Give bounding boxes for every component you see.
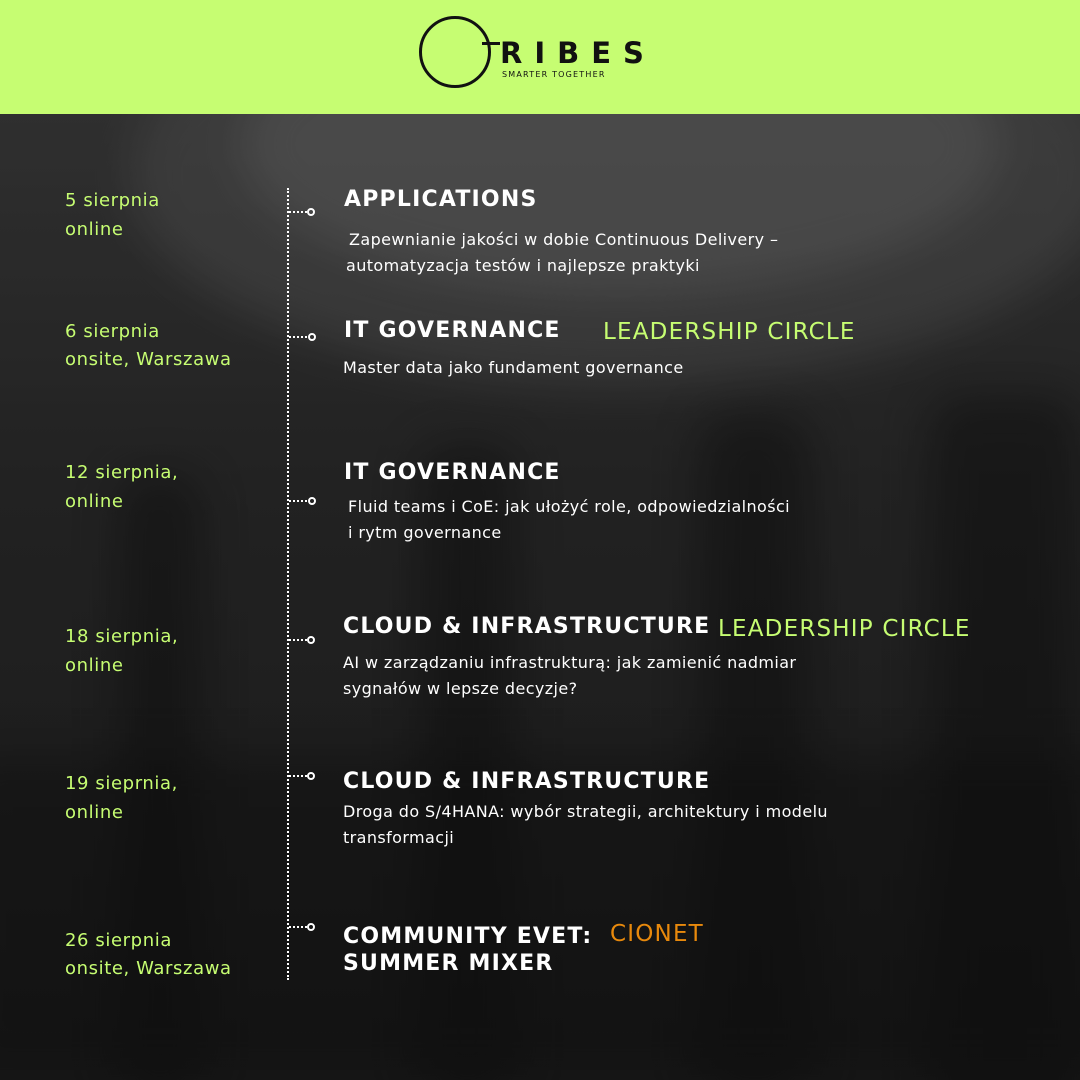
event-description-line: Master data jako fundament governance	[343, 358, 684, 377]
event-date: 19 sieprnia,	[65, 773, 178, 794]
event-description-line: Droga do S/4HANA: wybór strategii, architektury i modelu	[343, 802, 828, 821]
timeline-node-icon	[307, 208, 315, 216]
event-title: CLOUD & INFRASTRUCTURE	[343, 769, 711, 794]
event-title: IT GOVERNANCE	[344, 460, 561, 485]
timeline-connector	[289, 211, 307, 213]
logo-wordmark: RIBES	[500, 36, 656, 70]
event-description-line: sygnałów w lepsze decyzje?	[343, 679, 578, 698]
timeline-connector	[289, 500, 307, 502]
event-date: 12 sierpnia,	[65, 462, 179, 483]
event-date: 18 sierpnia,	[65, 626, 179, 647]
logo-tick-icon	[482, 42, 500, 45]
event-title: IT GOVERNANCE	[344, 318, 561, 343]
cionet-badge: CIONET	[610, 921, 704, 947]
event-date: 6 sierpnia	[65, 321, 160, 342]
event-format: online	[65, 802, 124, 823]
event-description-line: Zapewnianie jakości w dobie Continuous Delivery –	[349, 230, 779, 249]
event-description-line: transformacji	[343, 828, 455, 847]
timeline-connector	[289, 336, 307, 338]
event-format: online	[65, 491, 124, 512]
event-title: SUMMER MIXER	[343, 951, 554, 976]
event-date: 5 sierpnia	[65, 190, 160, 211]
event-format: online	[65, 655, 124, 676]
event-title: CLOUD & INFRASTRUCTURE	[343, 614, 711, 639]
event-title: APPLICATIONS	[344, 187, 538, 212]
timeline-node-icon	[308, 333, 316, 341]
event-description-line: automatyzacja testów i najlepsze praktyki	[346, 256, 700, 275]
event-format: onsite, Warszawa	[65, 349, 232, 370]
timeline-node-icon	[307, 636, 315, 644]
event-date: 26 sierpnia	[65, 930, 172, 951]
event-format: online	[65, 219, 124, 240]
event-description-line: Fluid teams i CoE: jak ułożyć role, odpowiedzialności	[348, 497, 791, 516]
event-description-line: AI w zarządzaniu infrastrukturą: jak zamienić nadmiar	[343, 653, 797, 672]
timeline-connector	[289, 926, 307, 928]
timeline-line	[287, 188, 289, 980]
logo-tagline: SMARTER TOGETHER	[502, 70, 606, 79]
header-bar	[0, 0, 1080, 114]
timeline-connector	[289, 775, 307, 777]
timeline-node-icon	[308, 497, 316, 505]
logo-ring-icon	[419, 16, 491, 88]
event-format: onsite, Warszawa	[65, 958, 232, 979]
event-description-line: i rytm governance	[348, 523, 502, 542]
leadership-circle-badge: LEADERSHIP CIRCLE	[603, 319, 856, 345]
leadership-circle-badge: LEADERSHIP CIRCLE	[718, 616, 971, 642]
timeline-connector	[289, 639, 307, 641]
timeline-node-icon	[307, 772, 315, 780]
event-title: COMMUNITY EVET:	[343, 924, 593, 949]
timeline-node-icon	[307, 923, 315, 931]
